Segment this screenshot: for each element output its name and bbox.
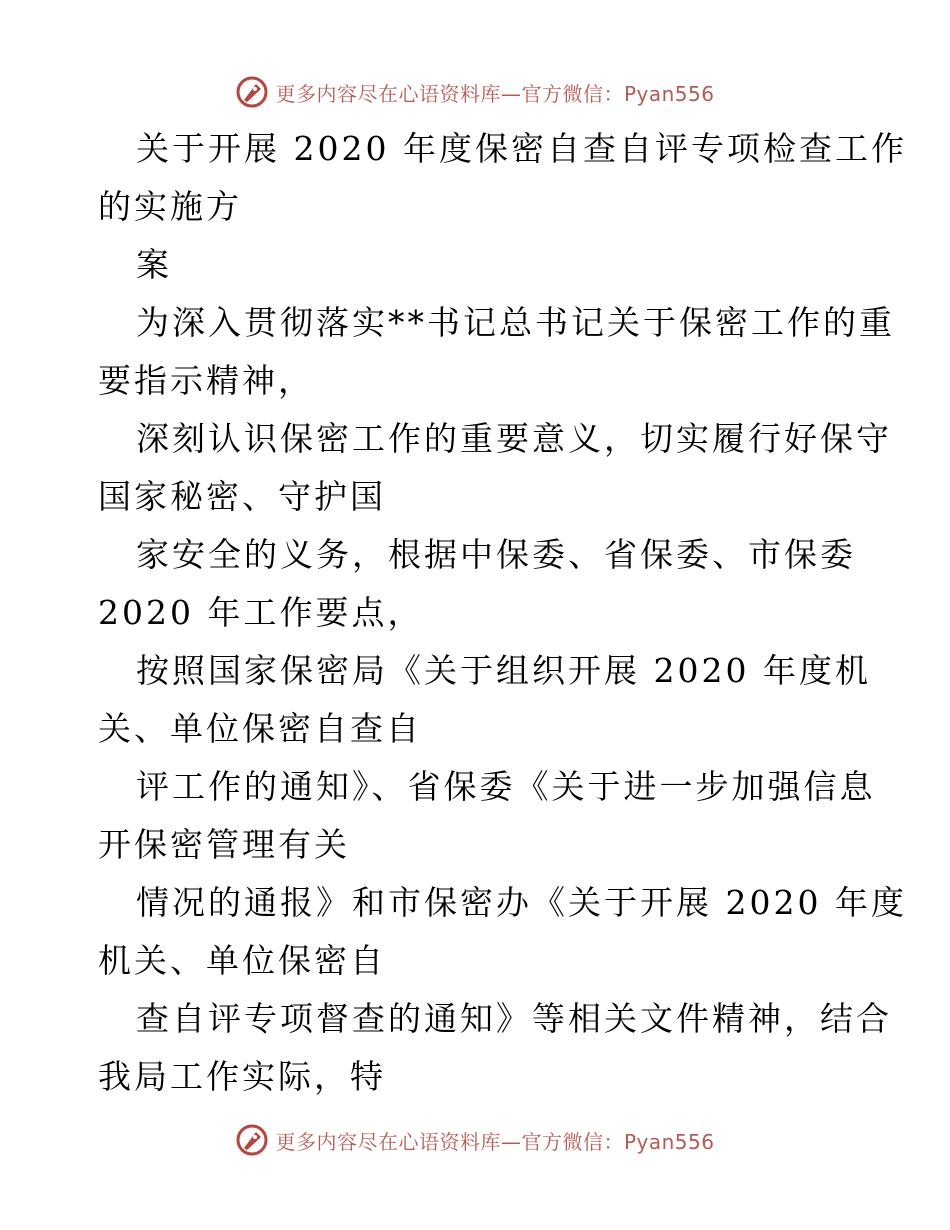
- text-line: 案: [136, 245, 172, 284]
- header-banner-text: 更多内容尽在心语资料库—官方微信：Pyan556: [275, 81, 715, 106]
- footer-banner: [0, 1120, 950, 1160]
- text-line: 开保密管理有关: [98, 825, 350, 864]
- pen-nib-logo-icon: [235, 1123, 269, 1157]
- text-line: 按照国家保密局《关于组织开展 2020 年度机: [136, 651, 871, 690]
- text-line: 2020 年工作要点，: [98, 593, 424, 632]
- text-line: 深刻认识保密工作的重要意义，切实履行好保守: [136, 419, 892, 458]
- text-line: 国家秘密、守护国: [98, 477, 386, 516]
- text-line: 查自评专项督查的通知》等相关文件精神，结合: [136, 999, 892, 1038]
- header-banner: [0, 72, 950, 112]
- text-line: 家安全的义务，根据中保委、省保委、市保委: [136, 535, 856, 574]
- footer-banner-text: 更多内容尽在心语资料库—官方微信：Pyan556: [275, 1129, 715, 1154]
- pen-nib-logo-icon: [235, 75, 269, 109]
- text-line: 评工作的通知》、省保委《关于进一步加强信息: [136, 767, 876, 806]
- text-line: 的实施方: [98, 187, 242, 226]
- text-line: 关于开展 2020 年度保密自查自评专项检查工作: [136, 129, 907, 168]
- text-line: 为深入贯彻落实**书记总书记关于保密工作的重: [136, 303, 895, 342]
- text-line: 关、单位保密自查自: [98, 709, 422, 748]
- document-body: [98, 120, 907, 1106]
- text-line: 我局工作实际，特: [98, 1057, 386, 1096]
- text-line: 要指示精神，: [98, 361, 314, 400]
- text-line: 机关、单位保密自: [98, 941, 386, 980]
- text-line: 情况的通报》和市保密办《关于开展 2020 年度: [136, 883, 907, 922]
